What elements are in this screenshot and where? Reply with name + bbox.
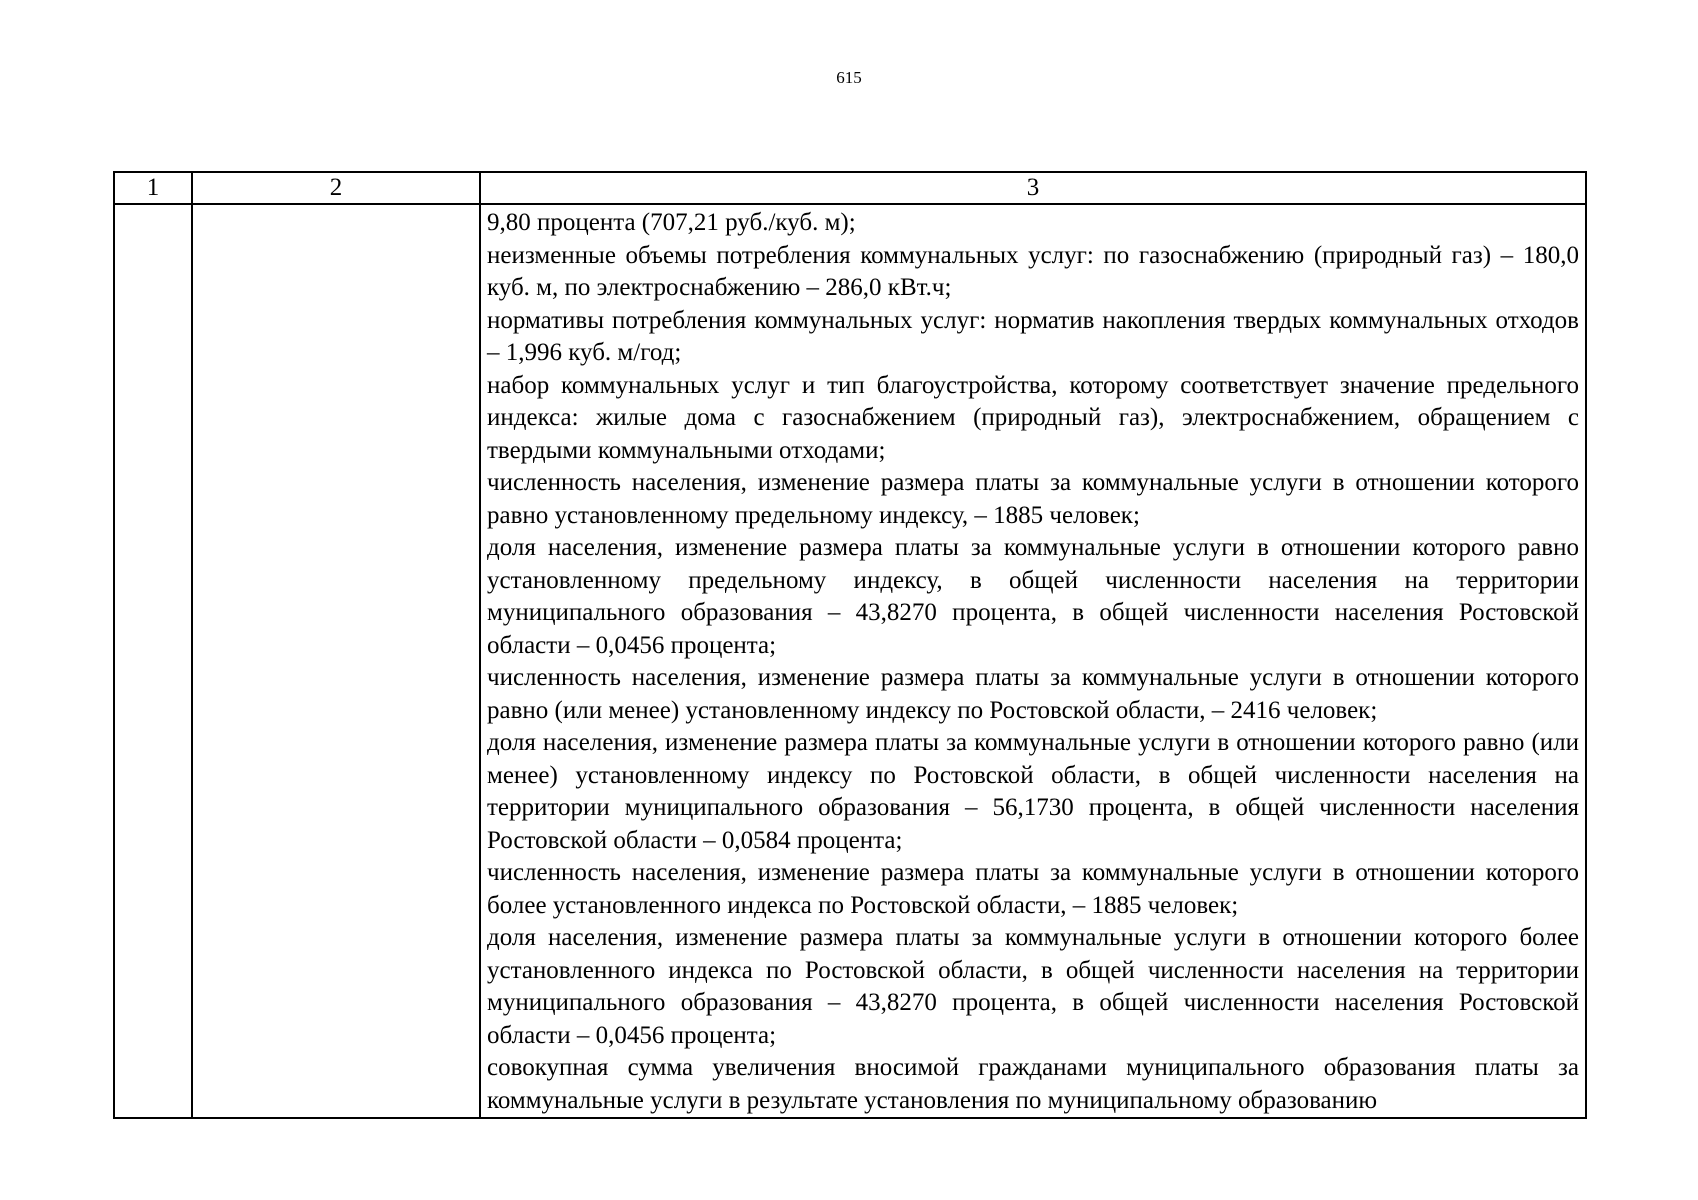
paragraph: набор коммунальных услуг и тип благоустройства, которому соответствует значение предельного индекса: жилые дома с газоснабжением (природный газ), электроснабжением, обращением с твердыми коммунальными отходами; bbox=[487, 371, 1579, 464]
paragraph: численность населения, изменение размера платы за коммунальные услуги в отношении которого равно (или менее) установленному индексу по Ростовской области, – 2416 человек; bbox=[487, 664, 1579, 724]
paragraph: нормативы потребления коммунальных услуг: норматив накопления твердых коммунальных отходов – 1,996 куб. м/год; bbox=[487, 306, 1579, 366]
paragraph: 9,80 процента (707,21 руб./куб. м); bbox=[487, 209, 856, 236]
paragraph: неизменные объемы потребления коммунальных услуг: по газоснабжению (природный газ) – 180,0 куб. м, по электроснабжению – 286,0 кВт.ч; bbox=[487, 241, 1579, 301]
cell-col-1 bbox=[114, 204, 192, 1118]
document-table bbox=[113, 171, 1587, 1119]
header-col-3: 3 bbox=[480, 172, 1586, 204]
cell-col-2 bbox=[192, 204, 480, 1118]
page-number: 615 bbox=[836, 68, 862, 87]
header-col-1: 1 bbox=[114, 172, 192, 204]
table-header-row bbox=[114, 172, 1586, 204]
paragraph: доля населения, изменение размера платы за коммунальные услуги в отношении которого равно (или менее) установленному индексу по Ростовской области, в общей численности населения на территории муниципального образования – 56,1730 процента, в общей численности населения Ростовской области – 0,0584 процента; bbox=[487, 729, 1579, 854]
paragraph: численность населения, изменение размера платы за коммунальные услуги в отношении которого более установленного индекса по Ростовской области, – 1885 человек; bbox=[487, 859, 1579, 919]
paragraph: доля населения, изменение размера платы за коммунальные услуги в отношении которого более установленного индекса по Ростовской области, в общей численности населения на территории муниципального образования – 43,8270 процента, в общей численности населения Ростовской области – 0,0456 процента; bbox=[487, 924, 1579, 1049]
paragraph: доля населения, изменение размера платы за коммунальные услуги в отношении которого равно установленному предельному индексу, в общей численности населения на территории муниципального образования – 43,8270 процента, в общей численности населения Ростовской области – 0,0456 процента; bbox=[487, 534, 1579, 659]
paragraph: совокупная сумма увеличения вносимой гражданами муниципального образования платы за коммунальные услуги в результате установления по муниципальному образованию bbox=[487, 1054, 1579, 1114]
paragraph: численность населения, изменение размера платы за коммунальные услуги в отношении которого равно установленному предельному индексу, – 1885 человек; bbox=[487, 469, 1579, 529]
table-row bbox=[114, 204, 1586, 1118]
header-col-2: 2 bbox=[192, 172, 480, 204]
cell-col-3 bbox=[480, 204, 1586, 1118]
